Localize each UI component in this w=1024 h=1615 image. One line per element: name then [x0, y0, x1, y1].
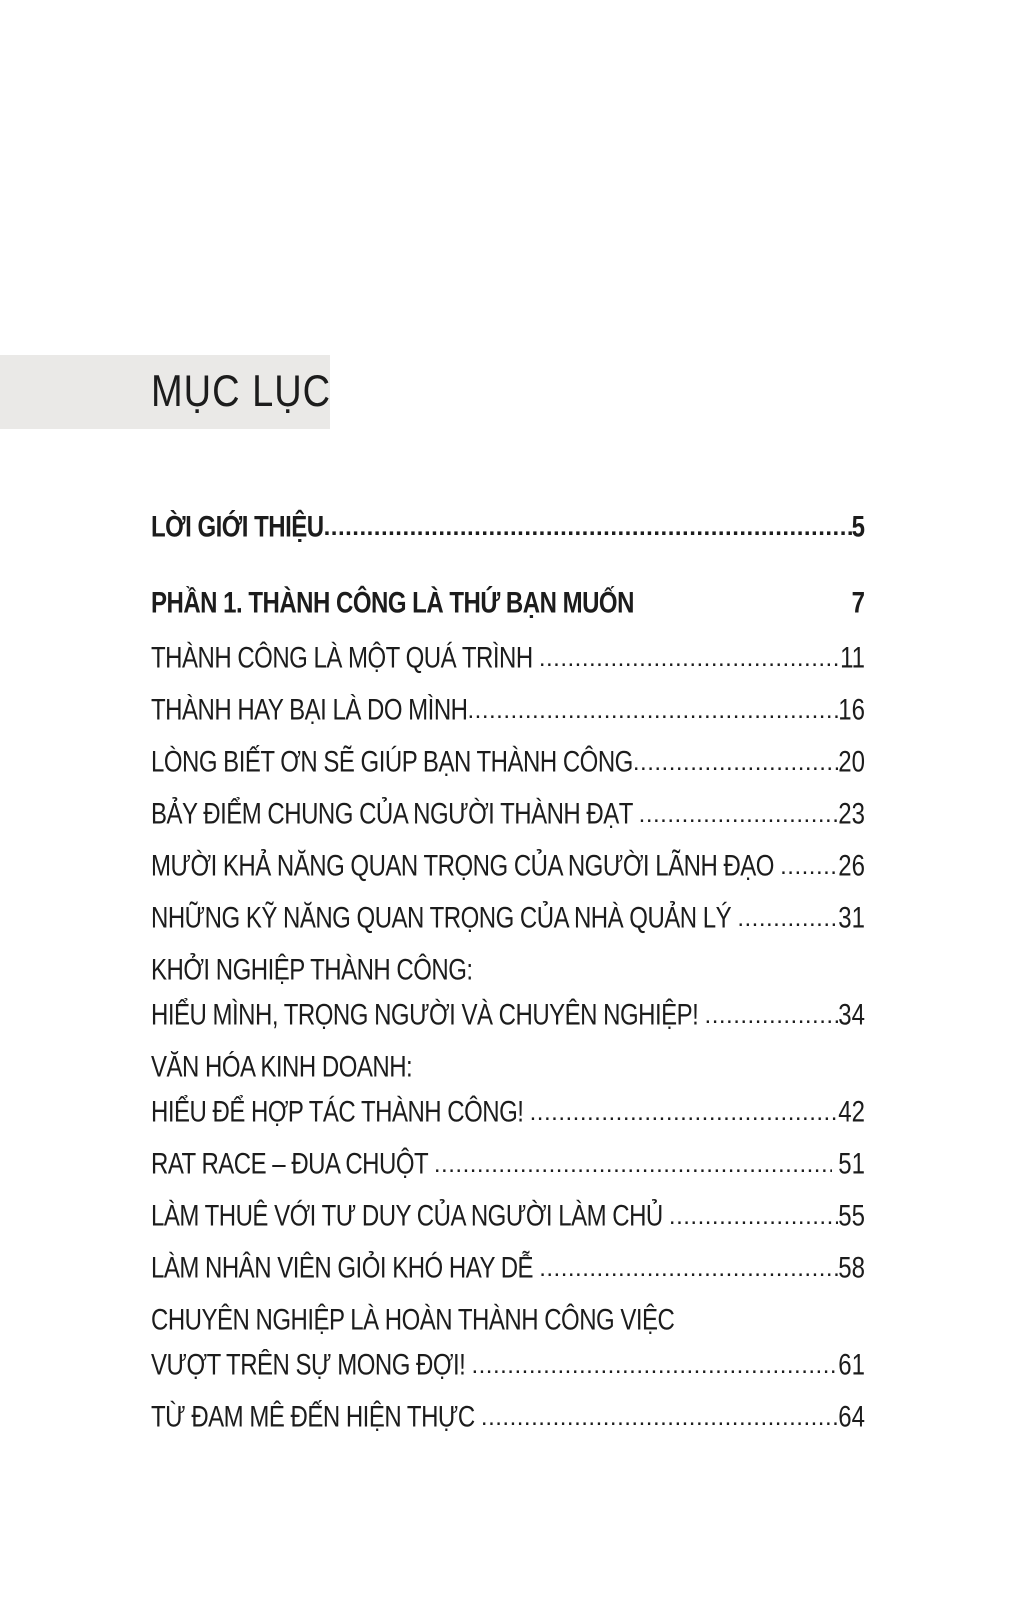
toc-entry-page: 61 — [838, 1349, 865, 1382]
toc-entry-label: MƯỜI KHẢ NĂNG QUAN TRỌNG CỦA NGƯỜI LÃNH ĐẠO — [151, 850, 781, 883]
toc-entry — [151, 1298, 865, 1388]
toc-entry-line — [151, 1142, 865, 1187]
toc-entry — [151, 844, 865, 889]
toc-entry-label: KHỞI NGHIỆP THÀNH CÔNG: — [151, 954, 473, 987]
toc-entry-page: 11 — [840, 642, 865, 675]
toc-entry-line — [151, 1090, 865, 1135]
toc-entry-label: VĂN HÓA KINH DOANH: — [151, 1051, 413, 1084]
toc-entry-label: THÀNH CÔNG LÀ MỘT QUÁ TRÌNH — [151, 642, 539, 675]
toc-entry — [151, 792, 865, 837]
toc-entry-label: BẢY ĐIỂM CHUNG CỦA NGƯỜI THÀNH ĐẠT — [151, 798, 639, 831]
toc-entry-line — [151, 1194, 865, 1239]
toc-entry-page: 31 — [838, 902, 865, 935]
toc-entry-label: THÀNH HAY BẠI LÀ DO MÌNH — [151, 694, 468, 727]
toc-entry-line — [151, 993, 865, 1038]
title-band — [0, 355, 330, 429]
toc-entry-label: LỜI GIỚI THIỆU — [151, 511, 324, 544]
toc-entry — [151, 636, 865, 681]
dot-leader — [481, 1395, 838, 1440]
toc-entry-line — [151, 688, 865, 733]
toc-list — [151, 505, 865, 1447]
toc-entry — [151, 688, 865, 733]
toc-entry-line — [151, 581, 865, 626]
toc-entry-line — [151, 1246, 865, 1291]
toc-entry-line — [151, 1045, 865, 1090]
toc-entry-line — [151, 740, 865, 785]
toc-entry-page: 42 — [838, 1096, 865, 1129]
toc-entry-line — [151, 948, 865, 993]
toc-entry-line — [151, 1298, 865, 1343]
toc-entry-label: VƯỢT TRÊN SỰ MONG ĐỢI! — [151, 1349, 472, 1382]
toc-entry-label: LÒNG BIẾT ƠN SẼ GIÚP BẠN THÀNH CÔNG — [151, 746, 633, 779]
dot-leader — [434, 1142, 832, 1187]
toc-entry — [151, 896, 865, 941]
dot-leader — [705, 993, 839, 1038]
toc-entry-page: 5 — [851, 511, 865, 544]
dot-leader — [468, 688, 839, 733]
toc-entry-label: LÀM NHÂN VIÊN GIỎI KHÓ HAY DỄ — [151, 1252, 540, 1285]
toc-entry-line — [151, 792, 865, 837]
toc-entry — [151, 1194, 865, 1239]
toc-entry — [151, 1142, 865, 1187]
toc-entry — [151, 1045, 865, 1135]
toc-entry-page: 58 — [838, 1252, 865, 1285]
dot-leader — [324, 505, 852, 550]
toc-entry-label: CHUYÊN NGHIỆP LÀ HOÀN THÀNH CÔNG VIỆC — [151, 1304, 675, 1337]
page-title: MỤC LỤC — [151, 367, 332, 417]
toc-entry-page: 16 — [838, 694, 865, 727]
toc-entry-page: 20 — [838, 746, 865, 779]
toc-entry-label: NHỮNG KỸ NĂNG QUAN TRỌNG CỦA NHÀ QUẢN LÝ — [151, 902, 738, 935]
dot-leader — [539, 636, 840, 681]
dot-leader — [669, 1194, 838, 1239]
toc-entry-page: 26 — [838, 850, 865, 883]
toc-entry-line — [151, 1343, 865, 1388]
toc-entry-label: TỪ ĐAM MÊ ĐẾN HIỆN THỰC — [151, 1401, 481, 1434]
toc-entry-page: 51 — [831, 1148, 865, 1181]
toc-entry-line — [151, 505, 865, 550]
toc-entry — [151, 948, 865, 1038]
toc-entry-line — [151, 636, 865, 681]
dot-leader — [737, 896, 838, 941]
toc-entry-line — [151, 1395, 865, 1440]
toc-entry-label: HIỂU ĐỂ HỢP TÁC THÀNH CÔNG! — [151, 1096, 530, 1129]
toc-entry-label: HIỂU MÌNH, TRỌNG NGƯỜI VÀ CHUYÊN NGHIỆP! — [151, 999, 705, 1032]
toc-entry-label: PHẦN 1. THÀNH CÔNG LÀ THỨ BẠN MUỐN — [151, 587, 634, 620]
dot-leader — [780, 844, 838, 889]
toc-entry-page: 34 — [838, 999, 865, 1032]
toc-entry-page: 23 — [838, 798, 865, 831]
toc-entry — [151, 1246, 865, 1291]
toc-entry-page: 64 — [838, 1401, 865, 1434]
toc-entry-line — [151, 896, 865, 941]
toc-entry-page: 7 — [851, 587, 865, 620]
dot-leader — [530, 1090, 839, 1135]
toc-entry-line — [151, 844, 865, 889]
dot-leader — [633, 740, 838, 785]
dot-leader — [471, 1343, 838, 1388]
toc-entry — [151, 505, 865, 550]
toc-entry — [151, 740, 865, 785]
dot-leader — [539, 1246, 838, 1291]
toc-entry — [151, 1395, 865, 1440]
toc-entry-label: LÀM THUÊ VỚI TƯ DUY CỦA NGƯỜI LÀM CHỦ — [151, 1200, 669, 1233]
toc-entry-page: 55 — [838, 1200, 865, 1233]
toc-entry-label: RAT RACE – ĐUA CHUỘT — [151, 1148, 434, 1181]
toc-entry — [151, 581, 865, 626]
dot-leader — [639, 792, 839, 837]
